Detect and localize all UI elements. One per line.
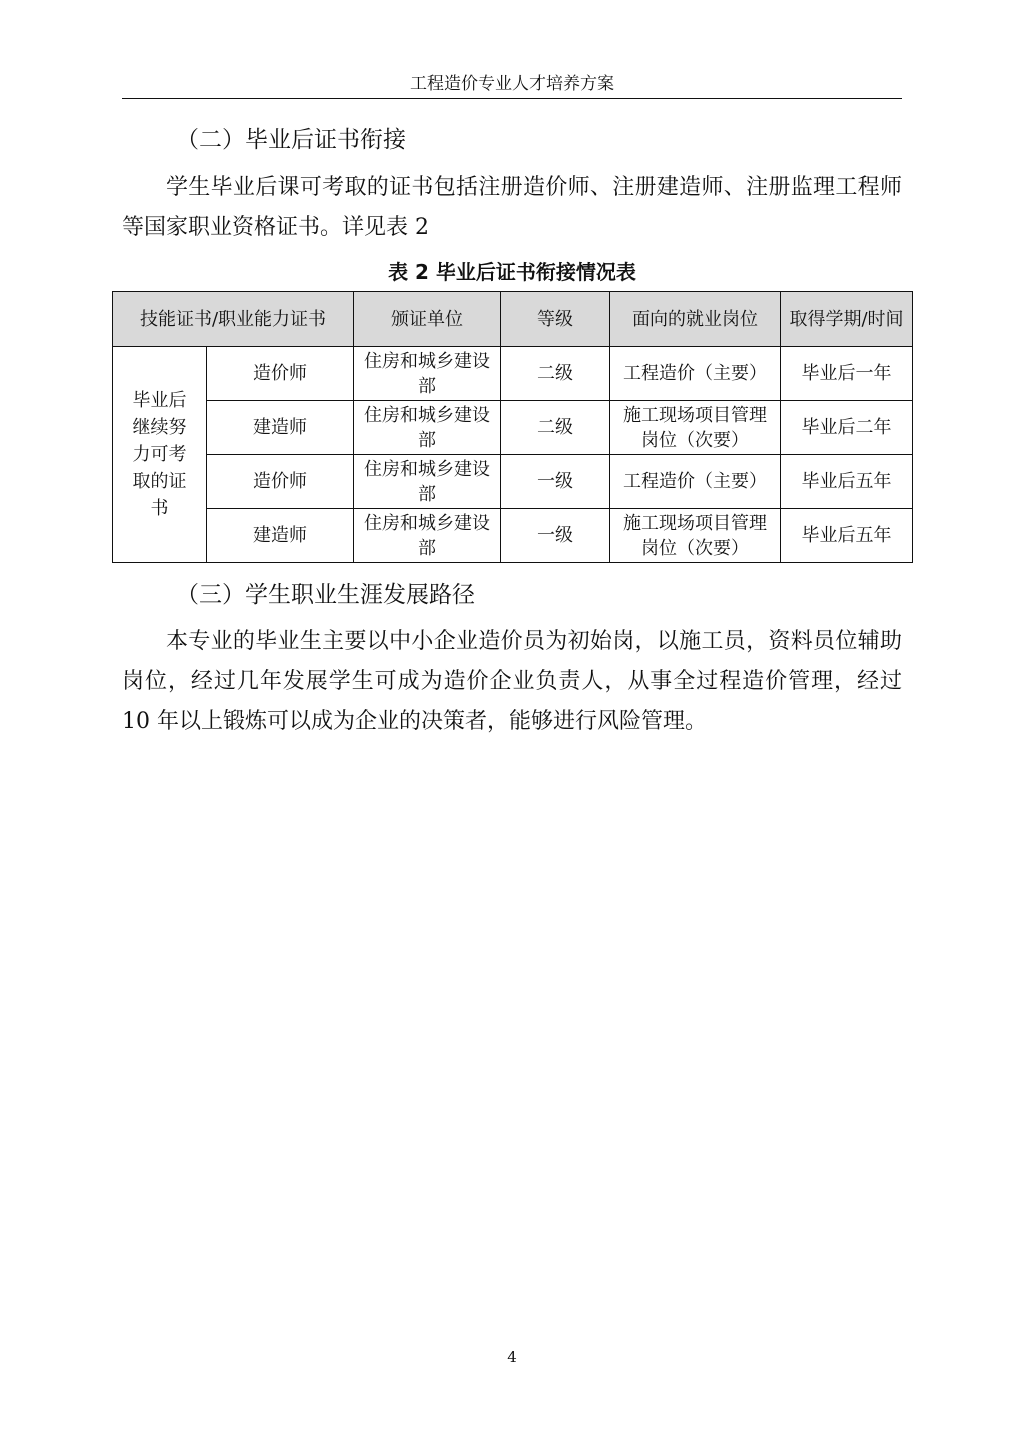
certificate-table bbox=[112, 291, 913, 563]
cell-job: 施工现场项目管理岗位（次要） bbox=[610, 401, 781, 455]
cell-issuer: 住房和城乡建设部 bbox=[354, 509, 501, 563]
table-row bbox=[113, 347, 913, 401]
header-job: 面向的就业岗位 bbox=[610, 292, 781, 347]
cell-level: 二级 bbox=[501, 347, 610, 401]
table-row bbox=[113, 455, 913, 509]
cell-level: 一级 bbox=[501, 509, 610, 563]
cell-job: 施工现场项目管理岗位（次要） bbox=[610, 509, 781, 563]
cell-time: 毕业后二年 bbox=[781, 401, 913, 455]
cell-cert: 建造师 bbox=[207, 401, 354, 455]
cell-cert: 造价师 bbox=[207, 455, 354, 509]
cell-issuer: 住房和城乡建设部 bbox=[354, 347, 501, 401]
header-skill-cert: 技能证书/职业能力证书 bbox=[113, 292, 354, 347]
cell-cert: 建造师 bbox=[207, 509, 354, 563]
cell-issuer: 住房和城乡建设部 bbox=[354, 455, 501, 509]
header-rule bbox=[122, 98, 902, 99]
header-time: 取得学期/时间 bbox=[781, 292, 913, 347]
cell-job: 工程造价（主要） bbox=[610, 347, 781, 401]
page-number: 4 bbox=[507, 1348, 517, 1366]
cell-job: 工程造价（主要） bbox=[610, 455, 781, 509]
section-paragraph-career-path: 本专业的毕业生主要以中小企业造价员为初始岗，以施工员，资料员位辅助岗位，经过几年发展学生可成为造价企业负责人，从事全过程造价管理，经过 10 年以上锻炼可以成为企业的决策者，能够进行风险管理。 bbox=[122, 629, 902, 734]
cell-level: 二级 bbox=[501, 401, 610, 455]
cell-cert: 造价师 bbox=[207, 347, 354, 401]
section-paragraph-certificates: 学生毕业后课可考取的证书包括注册造价师、注册建造师、注册监理工程师等国家职业资格证书。详见表 2 bbox=[122, 175, 902, 240]
section-heading-certificates: （二）毕业后证书衔接 bbox=[176, 127, 406, 153]
header-level: 等级 bbox=[501, 292, 610, 347]
table-row bbox=[113, 401, 913, 455]
table-row bbox=[113, 509, 913, 563]
table-header-row bbox=[113, 292, 913, 347]
cell-time: 毕业后五年 bbox=[781, 455, 913, 509]
table-caption: 表 2 毕业后证书衔接情况表 bbox=[388, 260, 636, 284]
running-header: 工程造价专业人才培养方案 bbox=[410, 74, 614, 94]
section-heading-career-path: （三）学生职业生涯发展路径 bbox=[176, 582, 475, 608]
cell-time: 毕业后一年 bbox=[781, 347, 913, 401]
row-group-label: 毕业后继续努力可考取的证书 bbox=[113, 347, 207, 563]
cell-level: 一级 bbox=[501, 455, 610, 509]
cell-issuer: 住房和城乡建设部 bbox=[354, 401, 501, 455]
header-issuer: 颁证单位 bbox=[354, 292, 501, 347]
cell-time: 毕业后五年 bbox=[781, 509, 913, 563]
